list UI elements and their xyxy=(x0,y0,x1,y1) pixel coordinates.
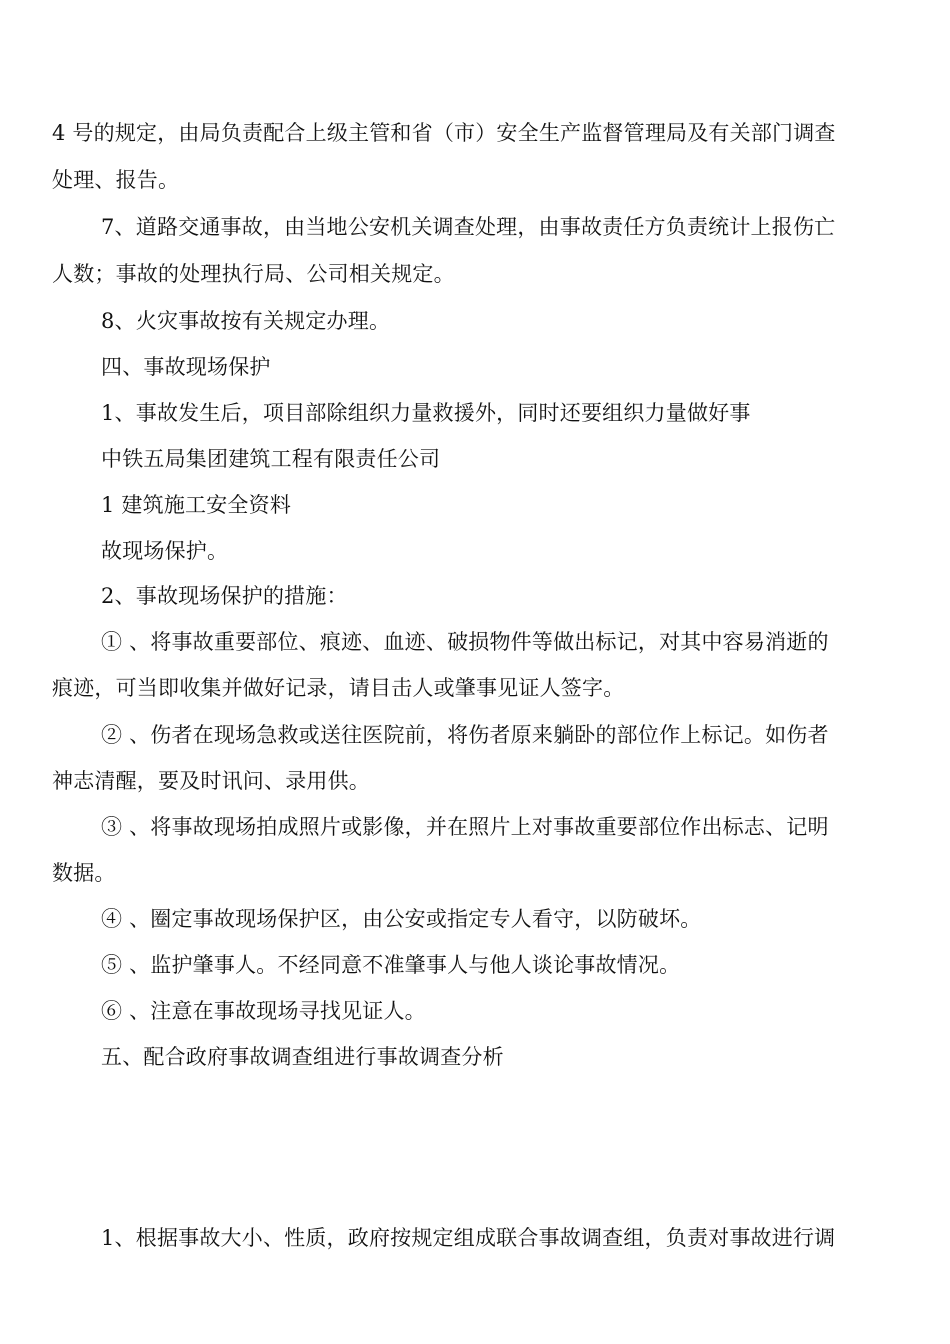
text-line-3: 7、道路交通事故，由当地公安机关调查处理，由事故责任方负责统计上报伤亡 xyxy=(101,215,836,239)
text-line-11: 2、事故现场保护的措施： xyxy=(101,584,348,608)
text-line-1: 4 号的规定，由局负责配合上级主管和省（市）安全生产监督管理局及有关部门调查 xyxy=(52,121,836,145)
list-item-1-cont: 痕迹，可当即收集并做好记录，请目击人或肇事见证人签字。 xyxy=(52,676,625,700)
text-line-22: 1、根据事故大小、性质，政府按规定组成联合事故调查组，负责对事故进行调 xyxy=(101,1226,836,1250)
list-item-3: ③ 、将事故现场拍成照片或影像，并在照片上对事故重要部位作出标志、记明 xyxy=(101,815,829,839)
text-line-7: 1、事故发生后，项目部除组织力量救援外，同时还要组织力量做好事 xyxy=(101,401,751,425)
section-heading-4: 四、事故现场保护 xyxy=(101,355,271,379)
text-line-4: 人数；事故的处理执行局、公司相关规定。 xyxy=(52,262,455,286)
list-item-3-cont: 数据。 xyxy=(52,861,116,885)
text-line-2: 处理、报告。 xyxy=(52,168,180,192)
list-item-6: ⑥ 、注意在事故现场寻找见证人。 xyxy=(101,999,426,1023)
doc-subtitle: 1 建筑施工安全资料 xyxy=(101,493,292,517)
list-item-4: ④ 、圈定事故现场保护区，由公安或指定专人看守，以防破坏。 xyxy=(101,907,702,931)
list-item-1: ① 、将事故重要部位、痕迹、血迹、破损物件等做出标记，对其中容易消逝的 xyxy=(101,630,829,654)
list-item-2: ② 、伤者在现场急救或送往医院前，将伤者原来躺卧的部位作上标记。如伤者 xyxy=(101,723,829,747)
section-heading-5: 五、配合政府事故调查组进行事故调查分析 xyxy=(101,1045,504,1069)
company-name: 中铁五局集团建筑工程有限责任公司 xyxy=(101,447,441,471)
list-item-2-cont: 神志清醒，要及时讯问、录用供。 xyxy=(52,769,370,793)
text-line-5: 8、火灾事故按有关规定办理。 xyxy=(101,309,391,333)
list-item-5: ⑤ 、监护肇事人。不经同意不准肇事人与他人谈论事故情况。 xyxy=(101,953,681,977)
text-line-10: 故现场保护。 xyxy=(101,539,229,563)
